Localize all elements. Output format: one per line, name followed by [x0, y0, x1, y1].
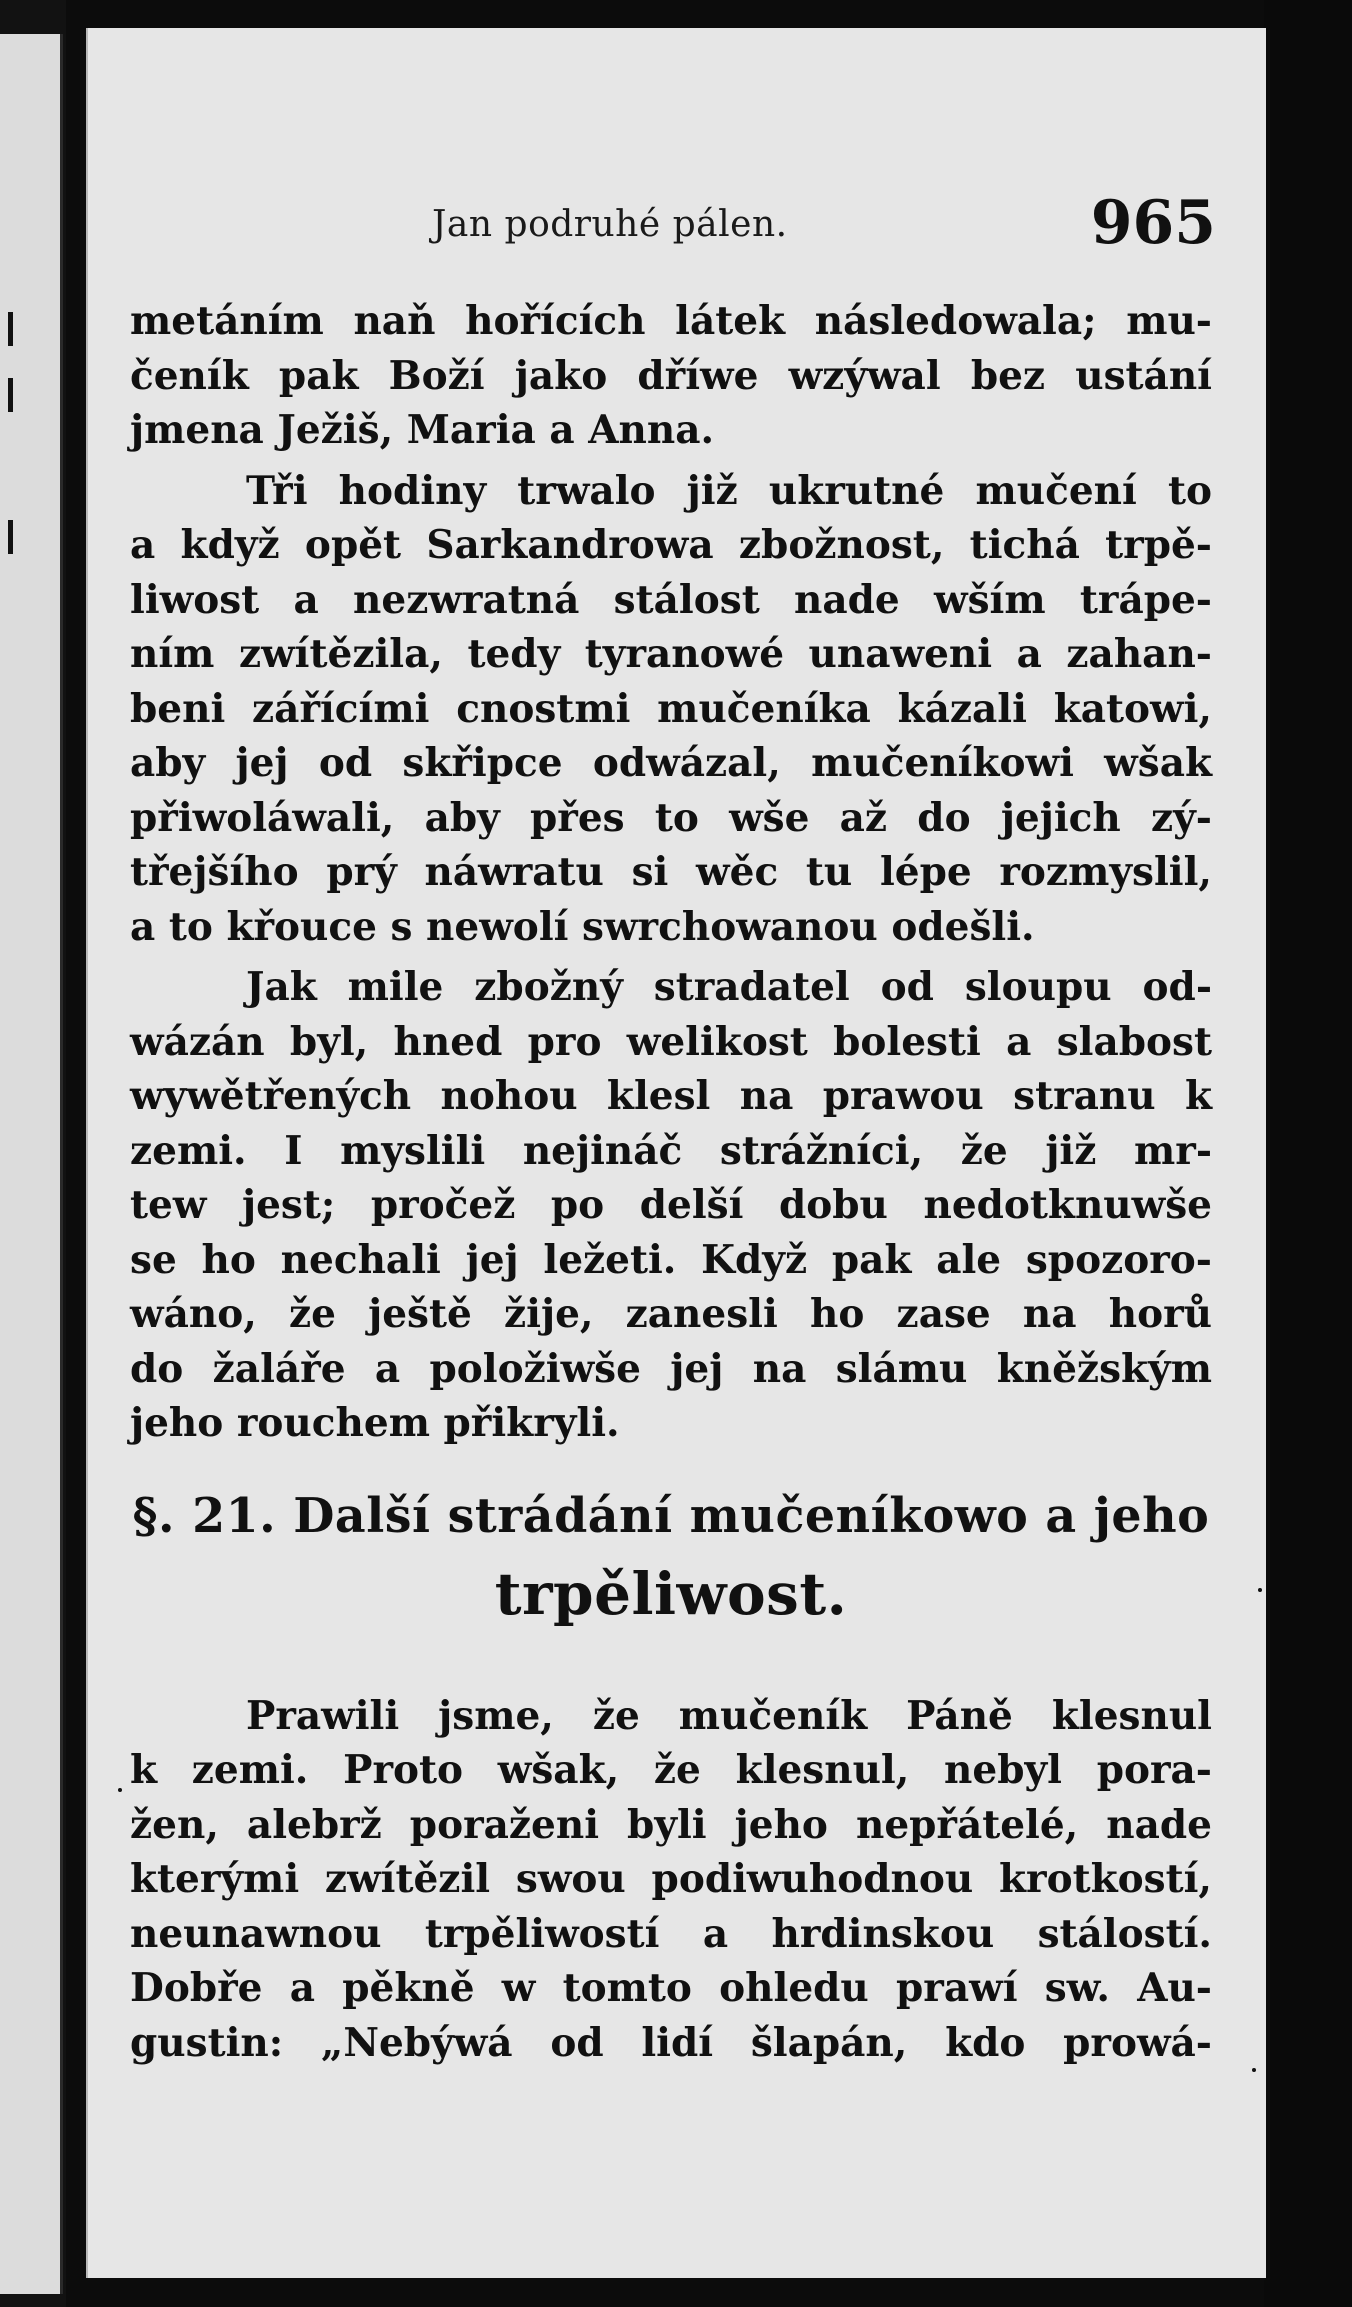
page-number: 965 [1090, 188, 1216, 258]
text-line: Dobře a pěkně w tomto ohledu prawí sw. Au- [130, 1965, 1212, 2011]
text-line: beni zářícími cnostmi mučeníka kázali katowi, [130, 685, 1212, 732]
text-line: aby jej od skřipce odwázal, mučeníkowi wšak [130, 740, 1212, 786]
text-line: kterými zwítězil swou podiwuhodnou krotkostí, [130, 1856, 1212, 1902]
text-line: jmena Ježiš, Maria a Anna. [130, 407, 715, 453]
text-line: metáním naň hořících látek následowala; mu- [130, 298, 1212, 344]
paragraph [130, 294, 1212, 458]
text-line: přiwoláwali, aby přes to wše až do jejich zý- [130, 794, 1212, 841]
previous-page-sliver [0, 0, 66, 2307]
text-line: k zemi. Proto wšak, že klesnul, nebyl pora- [130, 1747, 1212, 1793]
paragraph [130, 464, 1212, 955]
text-line: neunawnou trpěliwostí a hrdinskou stálostí. [130, 1910, 1212, 1957]
sliver-mark [8, 520, 13, 554]
paragraph [130, 1689, 1212, 2071]
scan-speck [1252, 2068, 1256, 2072]
text-line: wáno, že ještě žije, zanesli ho zase na horů [130, 1291, 1212, 1337]
text-line: gustin: „Nebýwá od lidí šlapán, kdo prowá- [130, 2019, 1212, 2066]
text-line: Tři hodiny trwalo již ukrutné mučení to [246, 467, 1212, 514]
previous-page-edge [0, 34, 63, 2294]
text-line: wywětřených nohou klesl na prawou stranu k [130, 1073, 1212, 1119]
section-heading [130, 1477, 1212, 1633]
section-heading-line: trpěliwost. [494, 1559, 848, 1628]
text-line: zemi. I myslili nejináč strážníci, že již mr- [130, 1127, 1212, 1174]
text-line: čeník pak Boží jako dříwe wzýwal bez ustání [130, 352, 1212, 399]
scan-background-right [1264, 0, 1352, 2307]
text-line: liwost a nezwratná stálost nade wším trápe- [130, 576, 1212, 623]
text-line: a když opět Sarkandrowa zbožnost, tichá trpě- [130, 522, 1212, 568]
text-line: žen, alebrž poraženi byli jeho nepřátelé, nade [130, 1801, 1212, 1848]
text-line: třejšího prý náwratu si wěc tu lépe rozmyslil, [130, 849, 1212, 895]
paragraph [130, 960, 1212, 1451]
running-head-title: Jan podruhé pálen. [432, 204, 788, 245]
text-line: tew jest; pročež po delší dobu nedotknuwše [130, 1182, 1212, 1228]
sliver-mark [8, 378, 13, 412]
text-line: wázán byl, hned pro welikost bolesti a slabost [130, 1018, 1212, 1065]
running-head [88, 178, 1266, 258]
sliver-mark [8, 312, 13, 346]
book-page [86, 28, 1266, 2278]
text-line: Jak mile zbožný stradatel od sloupu od- [246, 964, 1212, 1010]
text-line: a to křouce s newolí swrchowanou odešli. [130, 903, 1035, 950]
scan-speck [1258, 1588, 1262, 1592]
scan-speck [118, 1788, 122, 1792]
text-line: do žaláře a položiwše jej na slámu kněžským [130, 1345, 1212, 1392]
body-text [130, 294, 1212, 2070]
text-line: se ho nechali jej ležeti. Když pak ale spozoro- [130, 1236, 1212, 1283]
text-line: ním zwítězila, tedy tyranowé unaweni a zahan- [130, 631, 1212, 677]
text-line: Prawili jsme, že mučeník Páně klesnul [246, 1692, 1212, 1739]
section-heading-line: §. 21. Další strádání mučeníkowo a jeho [132, 1487, 1210, 1544]
text-line: jeho rouchem přikryli. [130, 1400, 620, 1446]
